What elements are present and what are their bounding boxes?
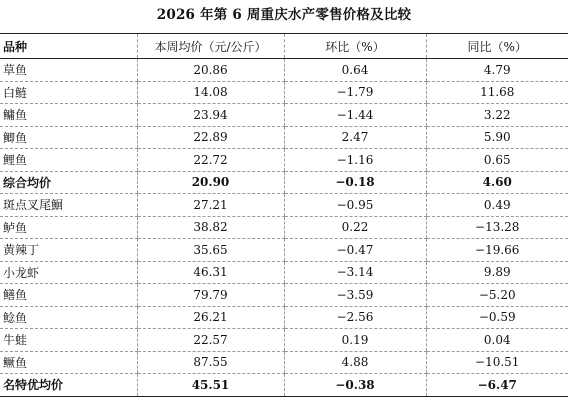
cell-variety: 鲶鱼 (0, 306, 137, 329)
cell-year-on-year: 3.22 (426, 104, 568, 127)
table-row (0, 59, 568, 82)
cell-variety: 鳜鱼 (0, 351, 137, 374)
cell-variety: 草鱼 (0, 59, 137, 82)
table-row (0, 374, 568, 397)
table-row (0, 104, 568, 127)
table-row (0, 306, 568, 329)
cell-avg-price: 20.86 (137, 59, 284, 82)
cell-week-on-week: 4.88 (284, 351, 426, 374)
table-body (0, 59, 568, 397)
cell-year-on-year: −0.59 (426, 306, 568, 329)
cell-year-on-year: 9.89 (426, 261, 568, 284)
cell-week-on-week: 0.19 (284, 329, 426, 352)
cell-week-on-week: −3.14 (284, 261, 426, 284)
cell-week-on-week: −2.56 (284, 306, 426, 329)
cell-avg-price: 23.94 (137, 104, 284, 127)
cell-avg-price: 38.82 (137, 216, 284, 239)
table-row (0, 171, 568, 194)
table-row (0, 261, 568, 284)
cell-week-on-week: −0.95 (284, 194, 426, 217)
cell-variety: 综合均价 (0, 171, 137, 194)
cell-year-on-year: 0.65 (426, 149, 568, 172)
cell-variety: 鲤鱼 (0, 149, 137, 172)
cell-week-on-week: 0.22 (284, 216, 426, 239)
cell-week-on-week: −0.38 (284, 374, 426, 397)
cell-year-on-year: −5.20 (426, 284, 568, 307)
cell-year-on-year: 0.04 (426, 329, 568, 352)
cell-year-on-year: −10.51 (426, 351, 568, 374)
header-row (0, 34, 568, 59)
cell-avg-price: 46.31 (137, 261, 284, 284)
cell-avg-price: 22.57 (137, 329, 284, 352)
cell-week-on-week: −1.44 (284, 104, 426, 127)
cell-year-on-year: 0.49 (426, 194, 568, 217)
cell-avg-price: 20.90 (137, 171, 284, 194)
cell-variety: 鲫鱼 (0, 126, 137, 149)
cell-week-on-week: −1.79 (284, 81, 426, 104)
cell-avg-price: 79.79 (137, 284, 284, 307)
cell-year-on-year: 11.68 (426, 81, 568, 104)
table-title: 2026 年第 6 周重庆水产零售价格及比较 (156, 7, 412, 23)
cell-variety: 鲈鱼 (0, 216, 137, 239)
header-variety: 品种 (0, 34, 137, 59)
cell-year-on-year: −19.66 (426, 239, 568, 262)
cell-year-on-year: 4.79 (426, 59, 568, 82)
cell-week-on-week: −0.18 (284, 171, 426, 194)
header-year-on-year: 同比（%） (426, 34, 568, 59)
cell-avg-price: 26.21 (137, 306, 284, 329)
cell-variety: 小龙虾 (0, 261, 137, 284)
cell-avg-price: 27.21 (137, 194, 284, 217)
cell-year-on-year: 5.90 (426, 126, 568, 149)
price-table (0, 33, 568, 397)
cell-year-on-year: −6.47 (426, 374, 568, 397)
cell-variety: 黄辣丁 (0, 239, 137, 262)
table-row (0, 329, 568, 352)
cell-variety: 白鲢 (0, 81, 137, 104)
cell-week-on-week: 2.47 (284, 126, 426, 149)
header-avg-price: 本周均价（元/公斤） (137, 34, 284, 59)
cell-week-on-week: −1.16 (284, 149, 426, 172)
table-row (0, 351, 568, 374)
cell-variety: 鳙鱼 (0, 104, 137, 127)
header-week-on-week: 环比（%） (284, 34, 426, 59)
table-row (0, 284, 568, 307)
cell-variety: 牛蛙 (0, 329, 137, 352)
cell-avg-price: 22.89 (137, 126, 284, 149)
table-row (0, 194, 568, 217)
table-row (0, 126, 568, 149)
cell-week-on-week: −3.59 (284, 284, 426, 307)
cell-variety: 名特优均价 (0, 374, 137, 397)
cell-year-on-year: −13.28 (426, 216, 568, 239)
cell-year-on-year: 4.60 (426, 171, 568, 194)
cell-avg-price: 14.08 (137, 81, 284, 104)
table-row (0, 81, 568, 104)
cell-variety: 斑点叉尾鮰 (0, 194, 137, 217)
cell-avg-price: 45.51 (137, 374, 284, 397)
table-row (0, 239, 568, 262)
cell-week-on-week: −0.47 (284, 239, 426, 262)
table-row (0, 149, 568, 172)
cell-avg-price: 87.55 (137, 351, 284, 374)
cell-week-on-week: 0.64 (284, 59, 426, 82)
cell-avg-price: 22.72 (137, 149, 284, 172)
cell-variety: 鳝鱼 (0, 284, 137, 307)
table-row (0, 216, 568, 239)
cell-avg-price: 35.65 (137, 239, 284, 262)
